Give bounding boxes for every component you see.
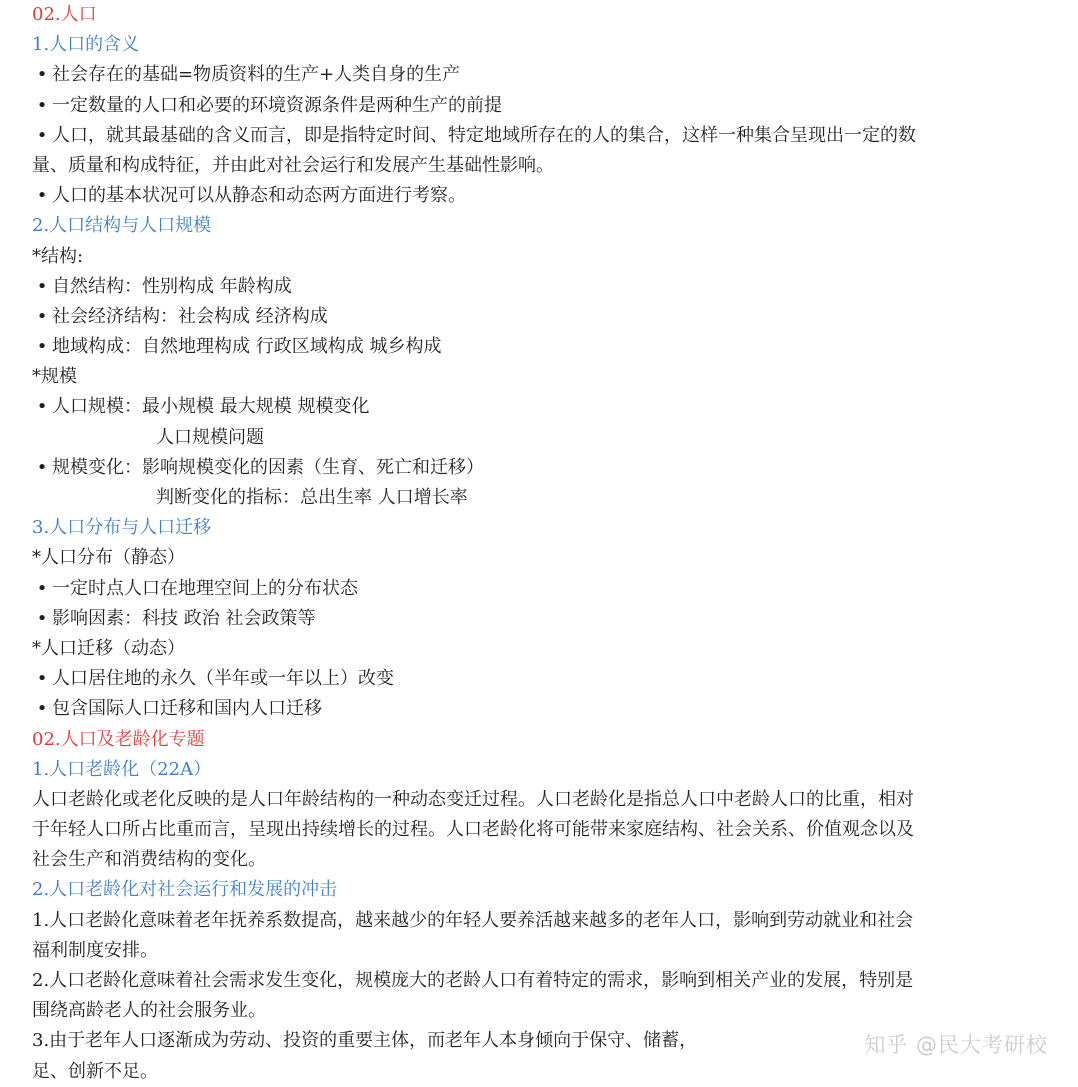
list-item — [32, 272, 1042, 302]
list-item — [32, 332, 1042, 362]
watermark: 知乎 @民大考研校 — [864, 1033, 1048, 1057]
paragraph-line: 1.人口老龄化意味着老年抚养系数提高，越来越少的年轻人要养活越来越多的老年人口，影响到劳动就业和社会 — [32, 909, 914, 931]
section-title: 02.人口 — [32, 4, 97, 25]
paragraph-line: 2.人口老龄化意味着社会需求发生变化，规模庞大的老龄人口有着特定的需求，影响到相关产业的发展，特别是 — [32, 970, 914, 991]
list-item-text: 人口，就其最基础的含义而言，即是指特定时间、特定地域所存在的人的集合，这样一种集合呈现出一定的数 — [52, 124, 916, 146]
subsection-title: 1.人口老龄化（22A） — [32, 758, 212, 780]
list-item — [32, 392, 1042, 422]
list-item-text: 社会存在的基础=物质资料的生产+人类自身的生产 — [52, 64, 461, 86]
list-item — [32, 453, 1042, 483]
bullet: • — [36, 396, 48, 418]
group-label: *人口迁移（动态） — [32, 637, 185, 659]
bullet: • — [36, 94, 48, 116]
list-item-text: 包含国际人口迁移和国内人口迁移 — [52, 698, 322, 720]
bullet: • — [36, 668, 48, 690]
paragraph-line: 围绕高龄老人的社会服务业。 — [32, 1000, 266, 1022]
list-item-continuation: 人口规模问题 — [156, 426, 264, 448]
subsection-title: 3.人口分布与人口迁移 — [32, 517, 212, 539]
list-item-continuation: 量、质量和构成特征，并由此对社会运行和发展产生基础性影响。 — [32, 154, 554, 176]
list-item-text: 一定时点人口在地理空间上的分布状态 — [52, 577, 358, 599]
list-item-continuation: 判断变化的指标：总出生率 人口增长率 — [156, 487, 468, 508]
section-title: 02.人口及老龄化专题 — [32, 728, 205, 750]
document-body — [32, 0, 1042, 1087]
group-label: *结构: — [32, 245, 84, 267]
bullet: • — [36, 185, 48, 207]
group-label: *规模 — [32, 366, 77, 388]
group-label: *人口分布（静态） — [32, 547, 185, 569]
subsection-title: 2.人口老龄化对社会运行和发展的冲击 — [32, 879, 338, 901]
bullet: • — [36, 64, 48, 86]
bullet: • — [36, 607, 48, 629]
bullet: • — [36, 698, 48, 720]
list-item-text: 社会经济结构：社会构成 经济构成 — [52, 305, 328, 327]
bullet: • — [36, 275, 48, 297]
paragraph-line: 社会生产和消费结构的变化。 — [32, 849, 266, 871]
list-item-text: 地域构成：自然地理构成 行政区域构成 城乡构成 — [52, 336, 442, 358]
list-item-text: 人口规模：最小规模 最大规模 规模变化 — [52, 396, 370, 418]
paragraph-line: 足、创新不足。 — [32, 1060, 158, 1082]
bullet: • — [36, 577, 48, 599]
list-item — [32, 121, 1042, 151]
bullet: • — [36, 336, 48, 358]
list-item-text: 影响因素：科技 政治 社会政策等 — [52, 607, 316, 629]
list-item-text: 规模变化：影响规模变化的因素（生育、死亡和迁移） — [52, 456, 484, 478]
list-item — [32, 302, 1042, 332]
subsection-title: 2.人口结构与人口规模 — [32, 215, 212, 237]
list-item — [32, 604, 1042, 634]
list-item-text: 人口的基本状况可以从静态和动态两方面进行考察。 — [52, 185, 466, 207]
paragraph-line: 人口老龄化或老化反映的是人口年龄结构的一种动态变迁过程。人口老龄化是指总人口中老龄人口的比重，相对 — [32, 788, 914, 810]
list-item — [32, 60, 1042, 90]
paragraph-line: 福利制度安排。 — [32, 939, 158, 961]
subsection-title: 1.人口的含义 — [32, 34, 140, 56]
list-item — [32, 181, 1042, 211]
list-item — [32, 664, 1042, 694]
bullet: • — [36, 305, 48, 327]
list-item — [32, 694, 1042, 724]
paragraph-line: 3.由于老年人口逐渐成为劳动、投资的重要主体，而老年人本身倾向于保守、储蓄， — [32, 1030, 698, 1052]
list-item-text: 一定数量的人口和必要的环境资源条件是两种生产的前提 — [52, 94, 502, 116]
bullet: • — [36, 124, 48, 146]
paragraph-line: 于年轻人口所占比重而言，呈现出持续增长的过程。人口老龄化将可能带来家庭结构、社会关系、价值观念以及 — [32, 819, 914, 841]
list-item — [32, 91, 1042, 121]
list-item-text: 人口居住地的永久（半年或一年以上）改变 — [52, 668, 394, 690]
list-item — [32, 574, 1042, 604]
bullet: • — [36, 456, 48, 478]
list-item-text: 自然结构：性别构成 年龄构成 — [52, 275, 292, 297]
